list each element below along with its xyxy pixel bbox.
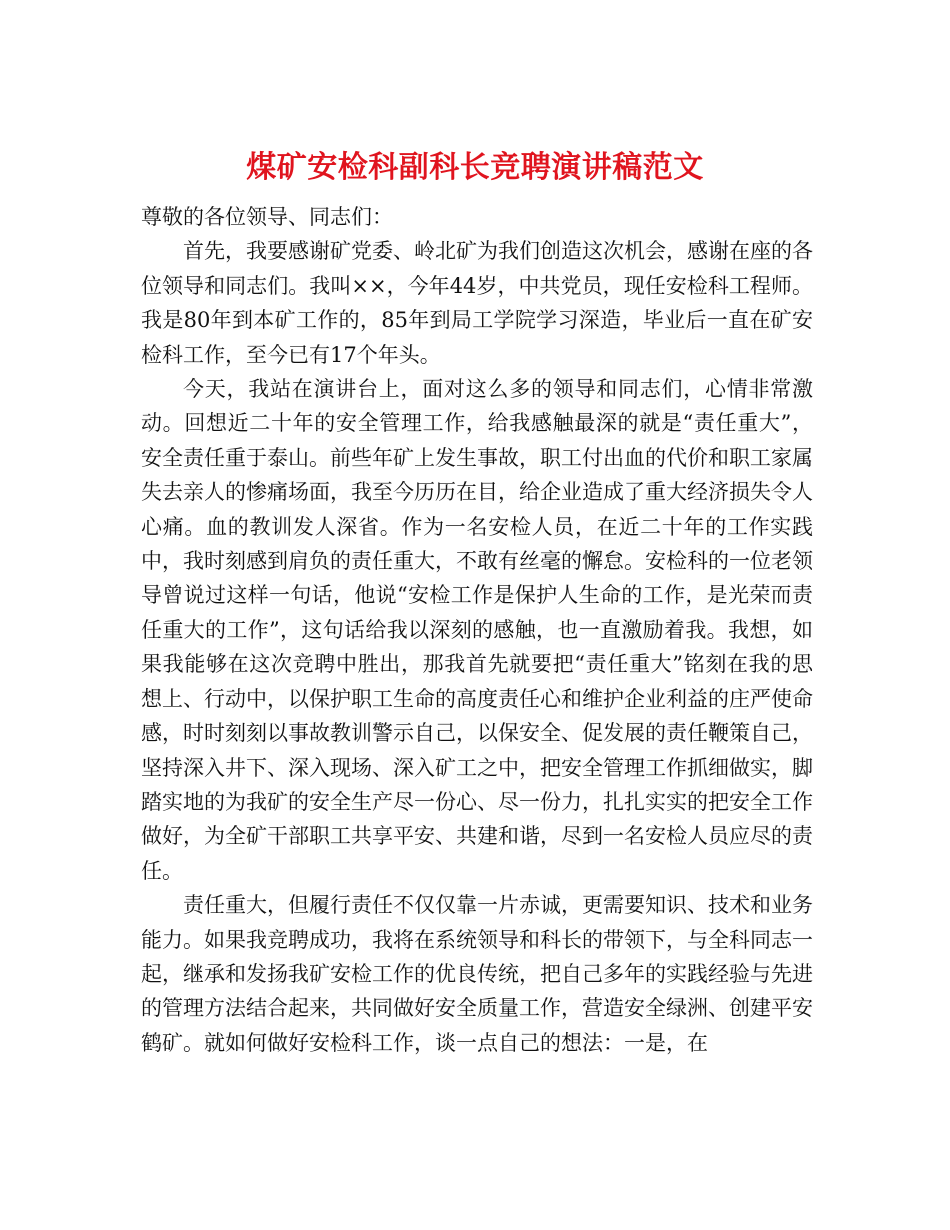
greeting: 尊敬的各位领导、同志们：	[141, 205, 393, 229]
paragraph-2: 今天，我站在演讲台上，面对这么多的领导和同志们，心情非常激动。回想近二十年的安全管理工作，给我感触最深的就是“责任重大”，安全责任重于泰山。前些年矿上发生事故，职工付出血的代价和职工家属失去亲人的惨痛场面，我至今历历在目，给企业造成了重大经济损失令人心痛。血的教训发人深省。作为一名安检人员，在近二十年的工作实践中，我时刻感到肩负的责任重大，不敢有丝毫的懈怠。安检科的一位老领导曾说过这样一句话，他说“安检工作是保护人生命的工作，是光荣而责任重大的工作”，这句话给我以深刻的感触，也一直激励着我。我想，如果我能够在这次竞聘中胜出，那我首先就要把“责任重大”铭刻在我的思想上、行动中，以保护职工生命的高度责任心和维护企业利益的庄严使命感，时时刻刻以事故教训警示自己，以保安全、促发展的责任鞭策自己，坚持深入井下、深入现场、深入矿工之中，把安全管理工作抓细做实，脚踏实地的为我矿的安全生产尽一份心、尽一份力，扎扎实实的把安全工作做好，为全矿干部职工共享平安、共建和谐，尽到一名安检人员应尽的责任。	[141, 377, 813, 883]
document-title: 煤矿安检科副科长竞聘演讲稿范文	[246, 150, 704, 186]
paragraph-3: 责任重大，但履行责任不仅仅靠一片赤诚，更需要知识、技术和业务能力。如果我竞聘成功，我将在系统领导和科长的带领下，与全科同志一起，继承和发扬我矿安检工作的优良传统，把自己多年的实践经验与先进的管理方法结合起来，共同做好安全质量工作，营造安全绿洲、创建平安鹤矿。就如何做好安检科工作，谈一点自己的想法：一是，在	[141, 893, 813, 1055]
paragraph-1: 首先，我要感谢矿党委、岭北矿为我们创造这次机会，感谢在座的各位领导和同志们。我叫××，今年44岁，中共党员，现任安检科工程师。我是80年到本矿工作的，85年到局工学院学习深造，毕业后一直在矿安检科工作，至今已有17个年头。	[141, 239, 813, 367]
document-body	[141, 200, 813, 1060]
